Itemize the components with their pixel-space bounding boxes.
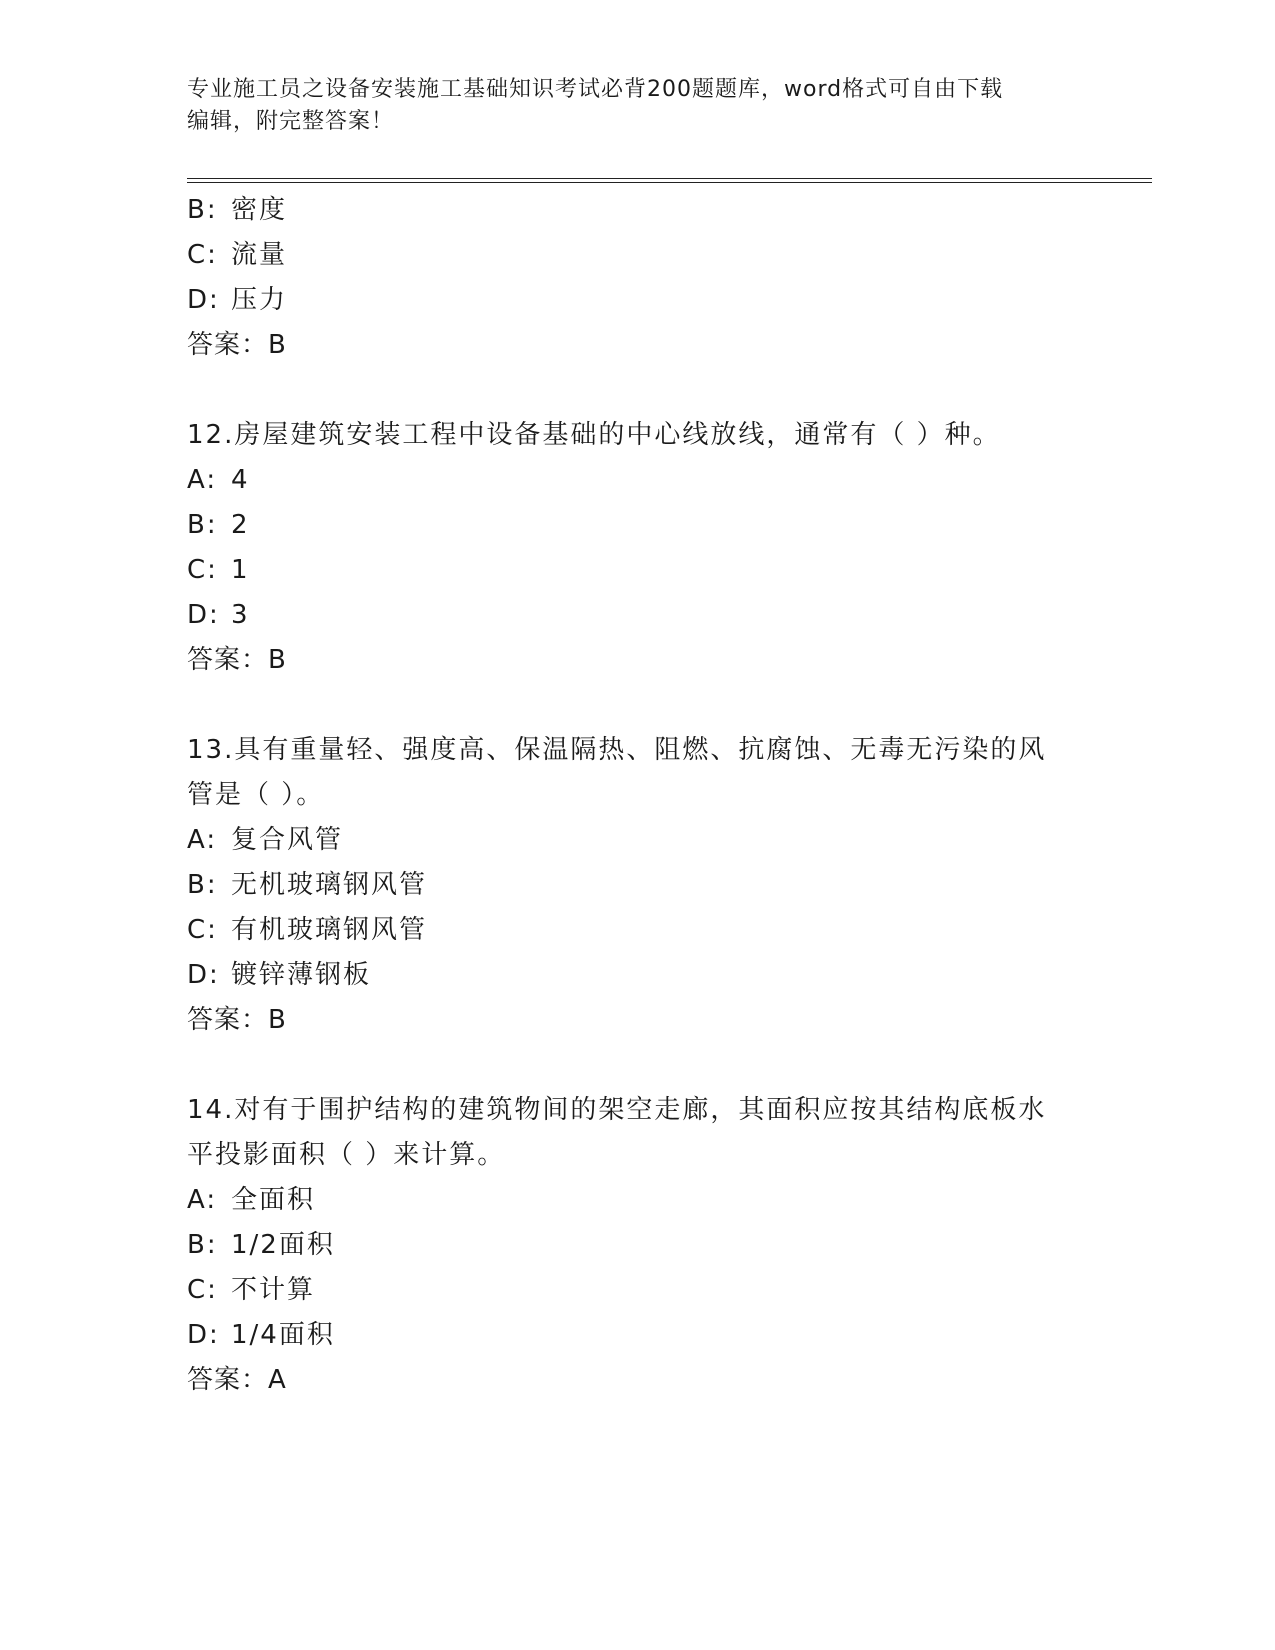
option-text: 镀锌薄钢板	[231, 960, 372, 990]
q13-question-line-1: 13.具有重量轻、强度高、保温隔热、阻燃、抗腐蚀、无毒无污染的风	[187, 735, 1047, 765]
q14-option-a	[187, 1183, 315, 1217]
option-text: 无机玻璃钢风管	[231, 870, 428, 900]
option-text: 有机玻璃钢风管	[231, 915, 428, 945]
header-title-line-1: 专业施工员之设备安装施工基础知识考试必背200题题库，word格式可自由下载	[187, 77, 1004, 102]
option-letter: C:	[187, 240, 218, 270]
option-text: 流量	[231, 240, 288, 270]
q12-option-a	[187, 463, 250, 497]
option-text: 全面积	[231, 1185, 316, 1215]
option-letter: A:	[187, 465, 218, 495]
option-text: 1/4面积	[231, 1320, 335, 1350]
q12-option-c	[187, 553, 250, 587]
option-letter: A:	[187, 825, 218, 855]
header-divider-secondary	[187, 182, 1152, 183]
option-text: 不计算	[231, 1275, 316, 1305]
option-letter: C:	[187, 555, 218, 585]
option-letter: D:	[187, 1320, 220, 1350]
q11-answer: 答案：B	[187, 330, 287, 360]
q12-option-b	[187, 508, 250, 542]
q13-option-d	[187, 958, 371, 992]
q14-question-line-1: 14.对有于围护结构的建筑物间的架空走廊，其面积应按其结构底板水	[187, 1095, 1047, 1125]
option-text: 1/2面积	[231, 1230, 335, 1260]
option-letter: D:	[187, 285, 220, 315]
option-text: 压力	[231, 285, 288, 315]
option-letter: B:	[187, 1230, 218, 1260]
q13-question-line-2: 管是（ ）。	[187, 780, 325, 810]
q13-option-a	[187, 823, 343, 857]
q12-option-d	[187, 598, 250, 632]
option-text: 4	[231, 465, 250, 495]
option-text: 复合风管	[231, 825, 344, 855]
option-letter: C:	[187, 1275, 218, 1305]
option-text: 2	[231, 510, 250, 540]
option-letter: C:	[187, 915, 218, 945]
option-text: 3	[231, 600, 250, 630]
option-letter: B:	[187, 870, 218, 900]
option-letter: D:	[187, 600, 220, 630]
q14-option-d	[187, 1318, 335, 1352]
q14-question-line-2: 平投影面积（ ）来计算。	[187, 1140, 506, 1170]
option-letter: D:	[187, 960, 220, 990]
option-text: 密度	[231, 195, 288, 225]
q14-answer: 答案：A	[187, 1365, 287, 1395]
option-text: 1	[231, 555, 250, 585]
q11-option-b	[187, 193, 287, 227]
q13-answer: 答案：B	[187, 1005, 287, 1035]
option-letter: B:	[187, 510, 218, 540]
q12-answer: 答案：B	[187, 645, 287, 675]
header-divider	[187, 178, 1152, 179]
header-title-line-2: 编辑，附完整答案！	[187, 109, 395, 134]
option-letter: A:	[187, 1185, 218, 1215]
q13-option-b	[187, 868, 427, 902]
q11-option-c	[187, 238, 287, 272]
q14-option-c	[187, 1273, 315, 1307]
q13-option-c	[187, 913, 427, 947]
option-letter: B:	[187, 195, 218, 225]
q11-option-d	[187, 283, 287, 317]
q12-question: 12.房屋建筑安装工程中设备基础的中心线放线，通常有（ ）种。	[187, 420, 1001, 450]
q14-option-b	[187, 1228, 335, 1262]
page-header	[187, 74, 1087, 138]
